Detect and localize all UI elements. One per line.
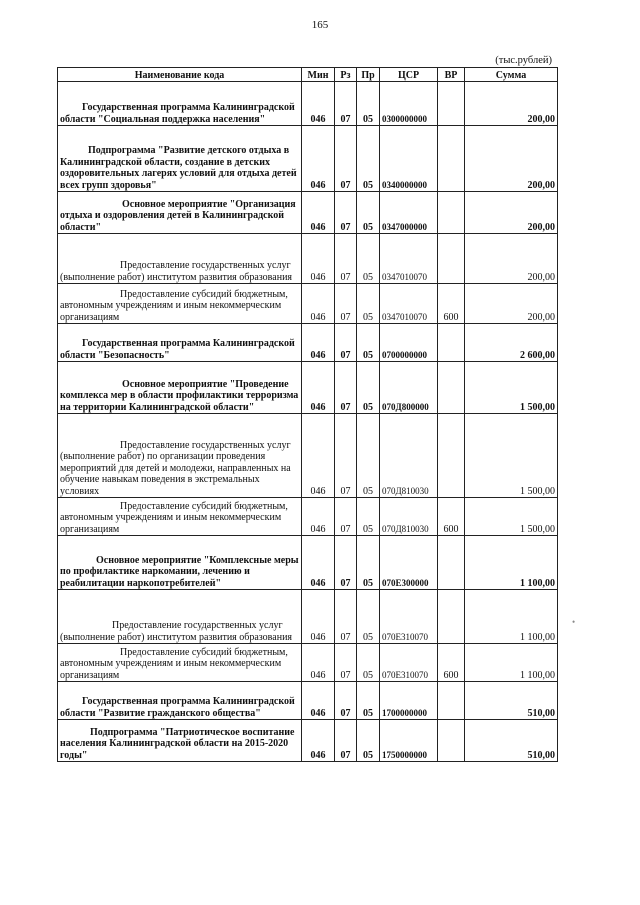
row-rz: 07 bbox=[335, 682, 357, 720]
row-csr: 0340000000 bbox=[380, 126, 438, 192]
row-vr bbox=[438, 234, 465, 284]
row-pr: 05 bbox=[357, 498, 380, 536]
row-min: 046 bbox=[302, 644, 335, 682]
row-name: Подпрограмма "Развитие детского отдыха в Калининградской области, создание в детских оздоровительных лагерях условий для отдыха детей всех групп здоровья" bbox=[58, 126, 302, 192]
row-name: Государственная программа Калининградской области "Развитие гражданского общества" bbox=[58, 682, 302, 720]
row-sum: 1 100,00 bbox=[465, 644, 558, 682]
row-vr bbox=[438, 126, 465, 192]
header-name: Наименование кода bbox=[58, 68, 302, 82]
table-row bbox=[58, 284, 558, 324]
row-vr: 600 bbox=[438, 644, 465, 682]
row-csr: 070Е310070 bbox=[380, 590, 438, 644]
table-row bbox=[58, 682, 558, 720]
table-row bbox=[58, 590, 558, 644]
row-rz: 07 bbox=[335, 362, 357, 414]
row-min: 046 bbox=[302, 414, 335, 498]
row-pr: 05 bbox=[357, 682, 380, 720]
row-rz: 07 bbox=[335, 82, 357, 126]
row-csr: 070Д810030 bbox=[380, 414, 438, 498]
row-pr: 05 bbox=[357, 362, 380, 414]
row-vr bbox=[438, 720, 465, 762]
header-min: Мин bbox=[302, 68, 335, 82]
row-name: Предоставление субсидий бюджетным, автономным учреждениям и иным некоммерческим организациям bbox=[58, 284, 302, 324]
table-row bbox=[58, 720, 558, 762]
row-rz: 07 bbox=[335, 498, 357, 536]
row-sum: 1 100,00 bbox=[465, 536, 558, 590]
row-vr bbox=[438, 362, 465, 414]
row-rz: 07 bbox=[335, 192, 357, 234]
scan-dot: • bbox=[572, 617, 576, 627]
row-min: 046 bbox=[302, 234, 335, 284]
row-sum: 200,00 bbox=[465, 284, 558, 324]
row-name: Основное мероприятие "Комплексные меры по профилактике наркомании, лечению и реабилитации наркопотребителей" bbox=[58, 536, 302, 590]
header-vr: ВР bbox=[438, 68, 465, 82]
header-csr: ЦСР bbox=[380, 68, 438, 82]
row-pr: 05 bbox=[357, 192, 380, 234]
table-row bbox=[58, 536, 558, 590]
table-row bbox=[58, 498, 558, 536]
row-name: Предоставление государственных услуг (выполнение работ) институтом развития образования bbox=[58, 234, 302, 284]
table-row bbox=[58, 126, 558, 192]
row-min: 046 bbox=[302, 536, 335, 590]
row-sum: 1 500,00 bbox=[465, 362, 558, 414]
row-name: Основное мероприятие "Проведение комплекса мер в области профилактики терроризма на территории Калининградской области" bbox=[58, 362, 302, 414]
table-row bbox=[58, 644, 558, 682]
row-name: Предоставление государственных услуг (выполнение работ) по организации проведения мероприятий для детей и молодежи, направленных на обучение навыкам поведения в экстремальных условиях bbox=[58, 414, 302, 498]
row-sum: 1 500,00 bbox=[465, 498, 558, 536]
row-csr: 0300000000 bbox=[380, 82, 438, 126]
row-csr: 1750000000 bbox=[380, 720, 438, 762]
row-min: 046 bbox=[302, 498, 335, 536]
row-sum: 200,00 bbox=[465, 234, 558, 284]
table-row bbox=[58, 192, 558, 234]
row-csr: 070Е310070 bbox=[380, 644, 438, 682]
row-vr: 600 bbox=[438, 498, 465, 536]
row-pr: 05 bbox=[357, 644, 380, 682]
header-pr: Пр bbox=[357, 68, 380, 82]
row-pr: 05 bbox=[357, 284, 380, 324]
row-csr: 0700000000 bbox=[380, 324, 438, 362]
row-vr bbox=[438, 682, 465, 720]
row-min: 046 bbox=[302, 324, 335, 362]
row-csr: 1700000000 bbox=[380, 682, 438, 720]
page-number: 165 bbox=[311, 19, 329, 31]
row-rz: 07 bbox=[335, 536, 357, 590]
row-min: 046 bbox=[302, 590, 335, 644]
row-pr: 05 bbox=[357, 82, 380, 126]
row-csr: 070Д810030 bbox=[380, 498, 438, 536]
row-pr: 05 bbox=[357, 590, 380, 644]
row-vr bbox=[438, 192, 465, 234]
table-row bbox=[58, 414, 558, 498]
row-min: 046 bbox=[302, 284, 335, 324]
row-sum: 200,00 bbox=[465, 82, 558, 126]
table-row bbox=[58, 362, 558, 414]
row-csr: 070Е300000 bbox=[380, 536, 438, 590]
row-sum: 510,00 bbox=[465, 720, 558, 762]
row-rz: 07 bbox=[335, 284, 357, 324]
row-pr: 05 bbox=[357, 414, 380, 498]
row-vr bbox=[438, 414, 465, 498]
table-row bbox=[58, 234, 558, 284]
row-pr: 05 bbox=[357, 234, 380, 284]
row-rz: 07 bbox=[335, 590, 357, 644]
row-rz: 07 bbox=[335, 644, 357, 682]
row-pr: 05 bbox=[357, 536, 380, 590]
table-row bbox=[58, 82, 558, 126]
row-sum: 1 500,00 bbox=[465, 414, 558, 498]
row-sum: 200,00 bbox=[465, 192, 558, 234]
row-rz: 07 bbox=[335, 720, 357, 762]
row-sum: 510,00 bbox=[465, 682, 558, 720]
header-rz: Рз bbox=[335, 68, 357, 82]
row-min: 046 bbox=[302, 720, 335, 762]
row-vr bbox=[438, 324, 465, 362]
row-vr: 600 bbox=[438, 284, 465, 324]
row-rz: 07 bbox=[335, 324, 357, 362]
row-vr bbox=[438, 590, 465, 644]
row-rz: 07 bbox=[335, 414, 357, 498]
row-csr: 0347010070 bbox=[380, 234, 438, 284]
row-min: 046 bbox=[302, 192, 335, 234]
table-row bbox=[58, 324, 558, 362]
row-name: Предоставление субсидий бюджетным, автономным учреждениям и иным некоммерческим организациям bbox=[58, 644, 302, 682]
row-vr bbox=[438, 536, 465, 590]
row-min: 046 bbox=[302, 82, 335, 126]
row-name: Государственная программа Калининградской области "Безопасность" bbox=[58, 324, 302, 362]
row-sum: 1 100,00 bbox=[465, 590, 558, 644]
row-vr bbox=[438, 82, 465, 126]
row-pr: 05 bbox=[357, 324, 380, 362]
header-sum: Сумма bbox=[465, 68, 558, 82]
row-rz: 07 bbox=[335, 126, 357, 192]
row-sum: 200,00 bbox=[465, 126, 558, 192]
budget-table bbox=[57, 67, 558, 762]
row-csr: 0347000000 bbox=[380, 192, 438, 234]
row-min: 046 bbox=[302, 362, 335, 414]
row-sum: 2 600,00 bbox=[465, 324, 558, 362]
units-label: (тыс.рублей) bbox=[495, 55, 552, 66]
row-pr: 05 bbox=[357, 126, 380, 192]
row-csr: 0347010070 bbox=[380, 284, 438, 324]
row-min: 046 bbox=[302, 126, 335, 192]
row-name: Предоставление государственных услуг (выполнение работ) институтом развития образования bbox=[58, 590, 302, 644]
row-name: Предоставление субсидий бюджетным, автономным учреждениям и иным некоммерческим организациям bbox=[58, 498, 302, 536]
row-name: Подпрограмма "Патриотическое воспитание населения Калининградской области на 2015-2020 годы" bbox=[58, 720, 302, 762]
row-name: Основное мероприятие "Организация отдыха и оздоровления детей в Калининградской области" bbox=[58, 192, 302, 234]
table-header-row bbox=[58, 68, 558, 82]
row-name: Государственная программа Калининградской области "Социальная поддержка населения" bbox=[58, 82, 302, 126]
row-pr: 05 bbox=[357, 720, 380, 762]
row-min: 046 bbox=[302, 682, 335, 720]
row-csr: 070Д800000 bbox=[380, 362, 438, 414]
row-rz: 07 bbox=[335, 234, 357, 284]
